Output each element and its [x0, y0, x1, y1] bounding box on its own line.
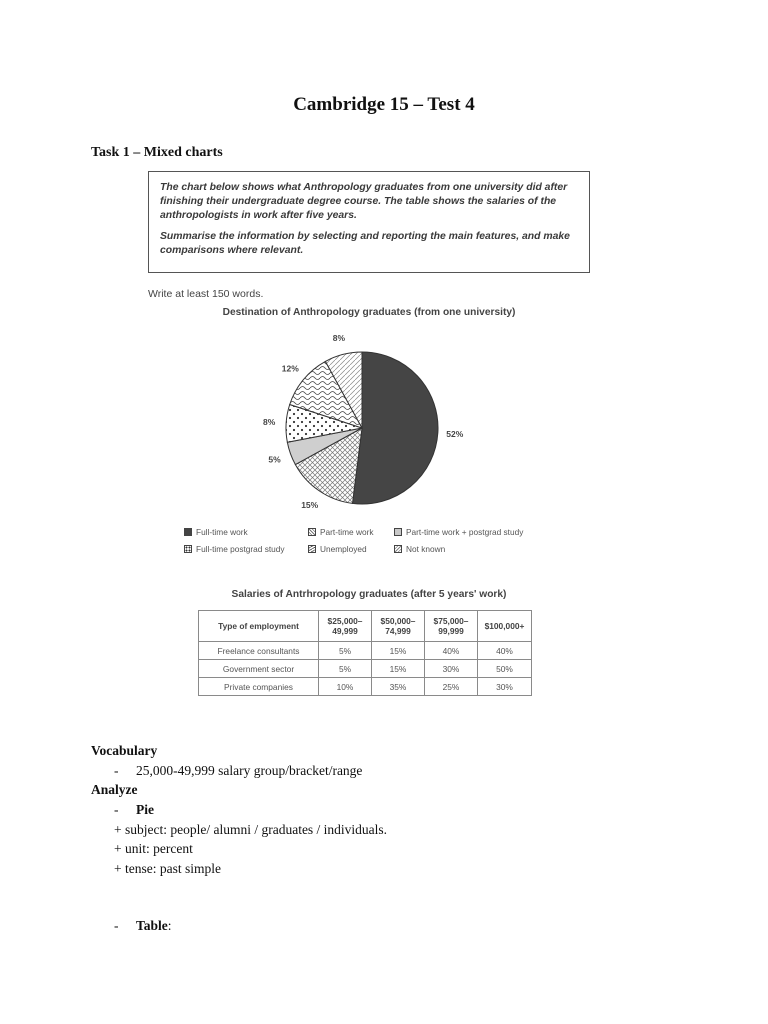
list-dash: -	[114, 918, 119, 933]
table-cell: 30%	[425, 660, 478, 678]
header-100k-plus: $100,000+	[478, 611, 532, 642]
table-row	[199, 642, 532, 660]
legend-label: Part-time work + postgrad study	[406, 527, 524, 537]
pie-value-label: 12%	[281, 363, 299, 374]
list-dash: -	[114, 763, 119, 778]
legend-item-full-time-postgrad	[184, 544, 285, 554]
legend-item-part-time-postgrad	[394, 527, 523, 537]
header-50k-74k: $50,000– 74,999	[372, 611, 425, 642]
analyze-heading: Analyze	[91, 782, 138, 797]
vocabulary-heading: Vocabulary	[91, 743, 158, 758]
legend-swatch	[394, 528, 402, 536]
pie-point-subject: + subject: people/ alumni / graduates / individuals.	[114, 822, 388, 837]
table-cell: 5%	[319, 660, 372, 678]
legend-swatch	[394, 545, 402, 553]
salary-table	[198, 610, 532, 696]
legend-item-unemployed	[308, 544, 367, 554]
table-cell: Private companies	[199, 678, 319, 696]
legend-label: Full-time work	[196, 527, 248, 537]
legend-item-not-known	[394, 544, 445, 554]
legend-item-part-time-work	[308, 527, 373, 537]
pie-point-tense: + tense: past simple	[114, 861, 221, 876]
table-cell: 40%	[478, 642, 532, 660]
table-cell: Government sector	[199, 660, 319, 678]
pie-value-label: 5%	[268, 454, 281, 465]
salary-table-title: Salaries of Antrhropology graduates (after 5 years' work)	[231, 589, 507, 600]
prompt-paragraph-2: Summarise the information by selecting and reporting the main features, and make comparisons where relevant.	[160, 231, 570, 256]
pie-value-label: 8%	[332, 332, 346, 343]
pie-slice-full-time-work	[352, 352, 438, 504]
pie-value-label: 15%	[301, 499, 319, 510]
pie-heading: Pie	[136, 802, 154, 817]
table-row	[199, 678, 532, 696]
legend-label: Unemployed	[320, 544, 367, 554]
list-dash: -	[114, 802, 119, 817]
table-cell: 25%	[425, 678, 478, 696]
table-cell: Freelance consultants	[199, 642, 319, 660]
table-cell: 10%	[319, 678, 372, 696]
table-cell: 15%	[372, 660, 425, 678]
header-75k-99k: $75,000– 99,999	[425, 611, 478, 642]
legend-label: Part-time work	[320, 527, 374, 537]
table-cell: 30%	[478, 678, 532, 696]
table-cell: 35%	[372, 678, 425, 696]
table-header-row	[199, 611, 532, 642]
header-type-of-employment: Type of employment	[199, 611, 319, 642]
table-cell: 5%	[319, 642, 372, 660]
table-cell: 50%	[478, 660, 532, 678]
table-cell: 15%	[372, 642, 425, 660]
legend-item-full-time-work	[184, 527, 248, 537]
vocabulary-item: 25,000-49,999 salary group/bracket/range	[136, 763, 363, 778]
table-cell: 40%	[425, 642, 478, 660]
pie-chart-title: Destination of Anthropology graduates (from one university)	[222, 307, 516, 318]
table-heading: Table:	[136, 918, 172, 933]
legend-swatch	[184, 528, 192, 536]
word-count-instruction: Write at least 150 words.	[148, 288, 264, 300]
legend-label: Full-time postgrad study	[196, 544, 285, 554]
legend-swatch	[308, 545, 316, 553]
document-title: Cambridge 15 – Test 4	[293, 94, 475, 115]
pie-value-label: 52%	[446, 428, 464, 439]
table-row	[199, 660, 532, 678]
legend-label: Not known	[406, 544, 446, 554]
pie-value-label: 8%	[263, 417, 276, 428]
pie-point-unit: + unit: percent	[114, 841, 193, 856]
task-heading: Task 1 – Mixed charts	[91, 145, 223, 160]
legend-swatch	[184, 545, 192, 553]
legend-swatch	[308, 528, 316, 536]
prompt-paragraph-1: The chart below shows what Anthropology graduates from one university did after finishing their undergraduate degree course. The table shows the salaries of the anthropologists in work after five years.	[160, 182, 568, 221]
header-25k-49k: $25,000– 49,999	[319, 611, 372, 642]
